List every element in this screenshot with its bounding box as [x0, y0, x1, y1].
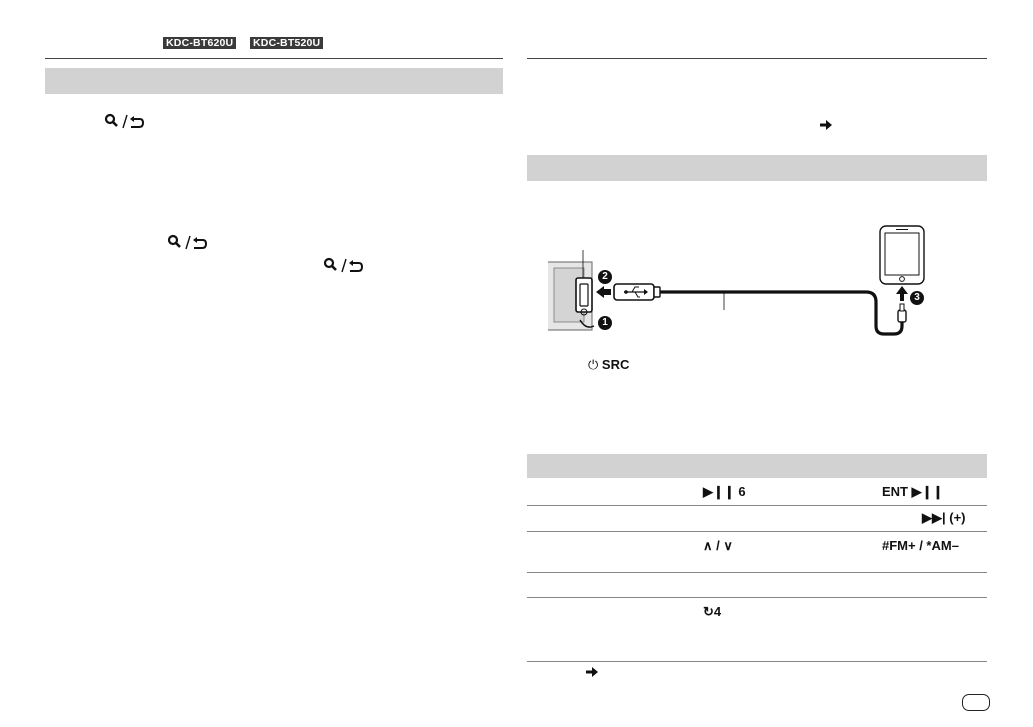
- callout-2: 2: [598, 270, 612, 284]
- src-label: SRC: [601, 357, 630, 372]
- search-back-icon: [323, 257, 363, 275]
- left-header-rule: [45, 58, 503, 59]
- table-rule: [527, 531, 987, 532]
- smartphone-illustration: [880, 226, 924, 284]
- callout-3: 3: [910, 291, 924, 305]
- car-unit-illustration: [548, 250, 594, 330]
- model-badge-bt620u: KDC-BT620U: [163, 37, 236, 49]
- table-row-3-col2: ∧ / ∨: [703, 538, 733, 553]
- table-row-5-col2: ↻4: [703, 604, 722, 619]
- table-rule: [527, 505, 987, 506]
- callout-1: 1: [598, 316, 612, 330]
- search-back-icon: [104, 113, 144, 131]
- model-badge-bt520u: KDC-BT520U: [250, 37, 323, 49]
- power-icon: ⏻: [588, 357, 599, 372]
- table-row-2-col3: ▶▶| (+): [922, 510, 966, 525]
- usb-plug-illustration: [614, 284, 660, 300]
- table-rule: [527, 661, 987, 662]
- table-rule: [527, 597, 987, 598]
- table-row-1-col2: ▶❙❙ 6: [703, 484, 746, 499]
- right-section-band: [527, 155, 987, 181]
- left-section-band: [45, 68, 503, 94]
- right-arrow-icon: [586, 667, 598, 677]
- src-button-label: [588, 357, 629, 373]
- right-arrow-icon: [820, 120, 832, 130]
- search-back-icon: [167, 234, 207, 252]
- table-rule: [527, 572, 987, 573]
- table-header-band: [527, 454, 987, 478]
- language-tab-icon: [962, 694, 990, 711]
- table-row-3-col3: #FM+ / *AM–: [882, 538, 959, 553]
- table-row-1-col3: ENT ▶❙❙: [882, 484, 944, 499]
- right-header-rule: [527, 58, 987, 59]
